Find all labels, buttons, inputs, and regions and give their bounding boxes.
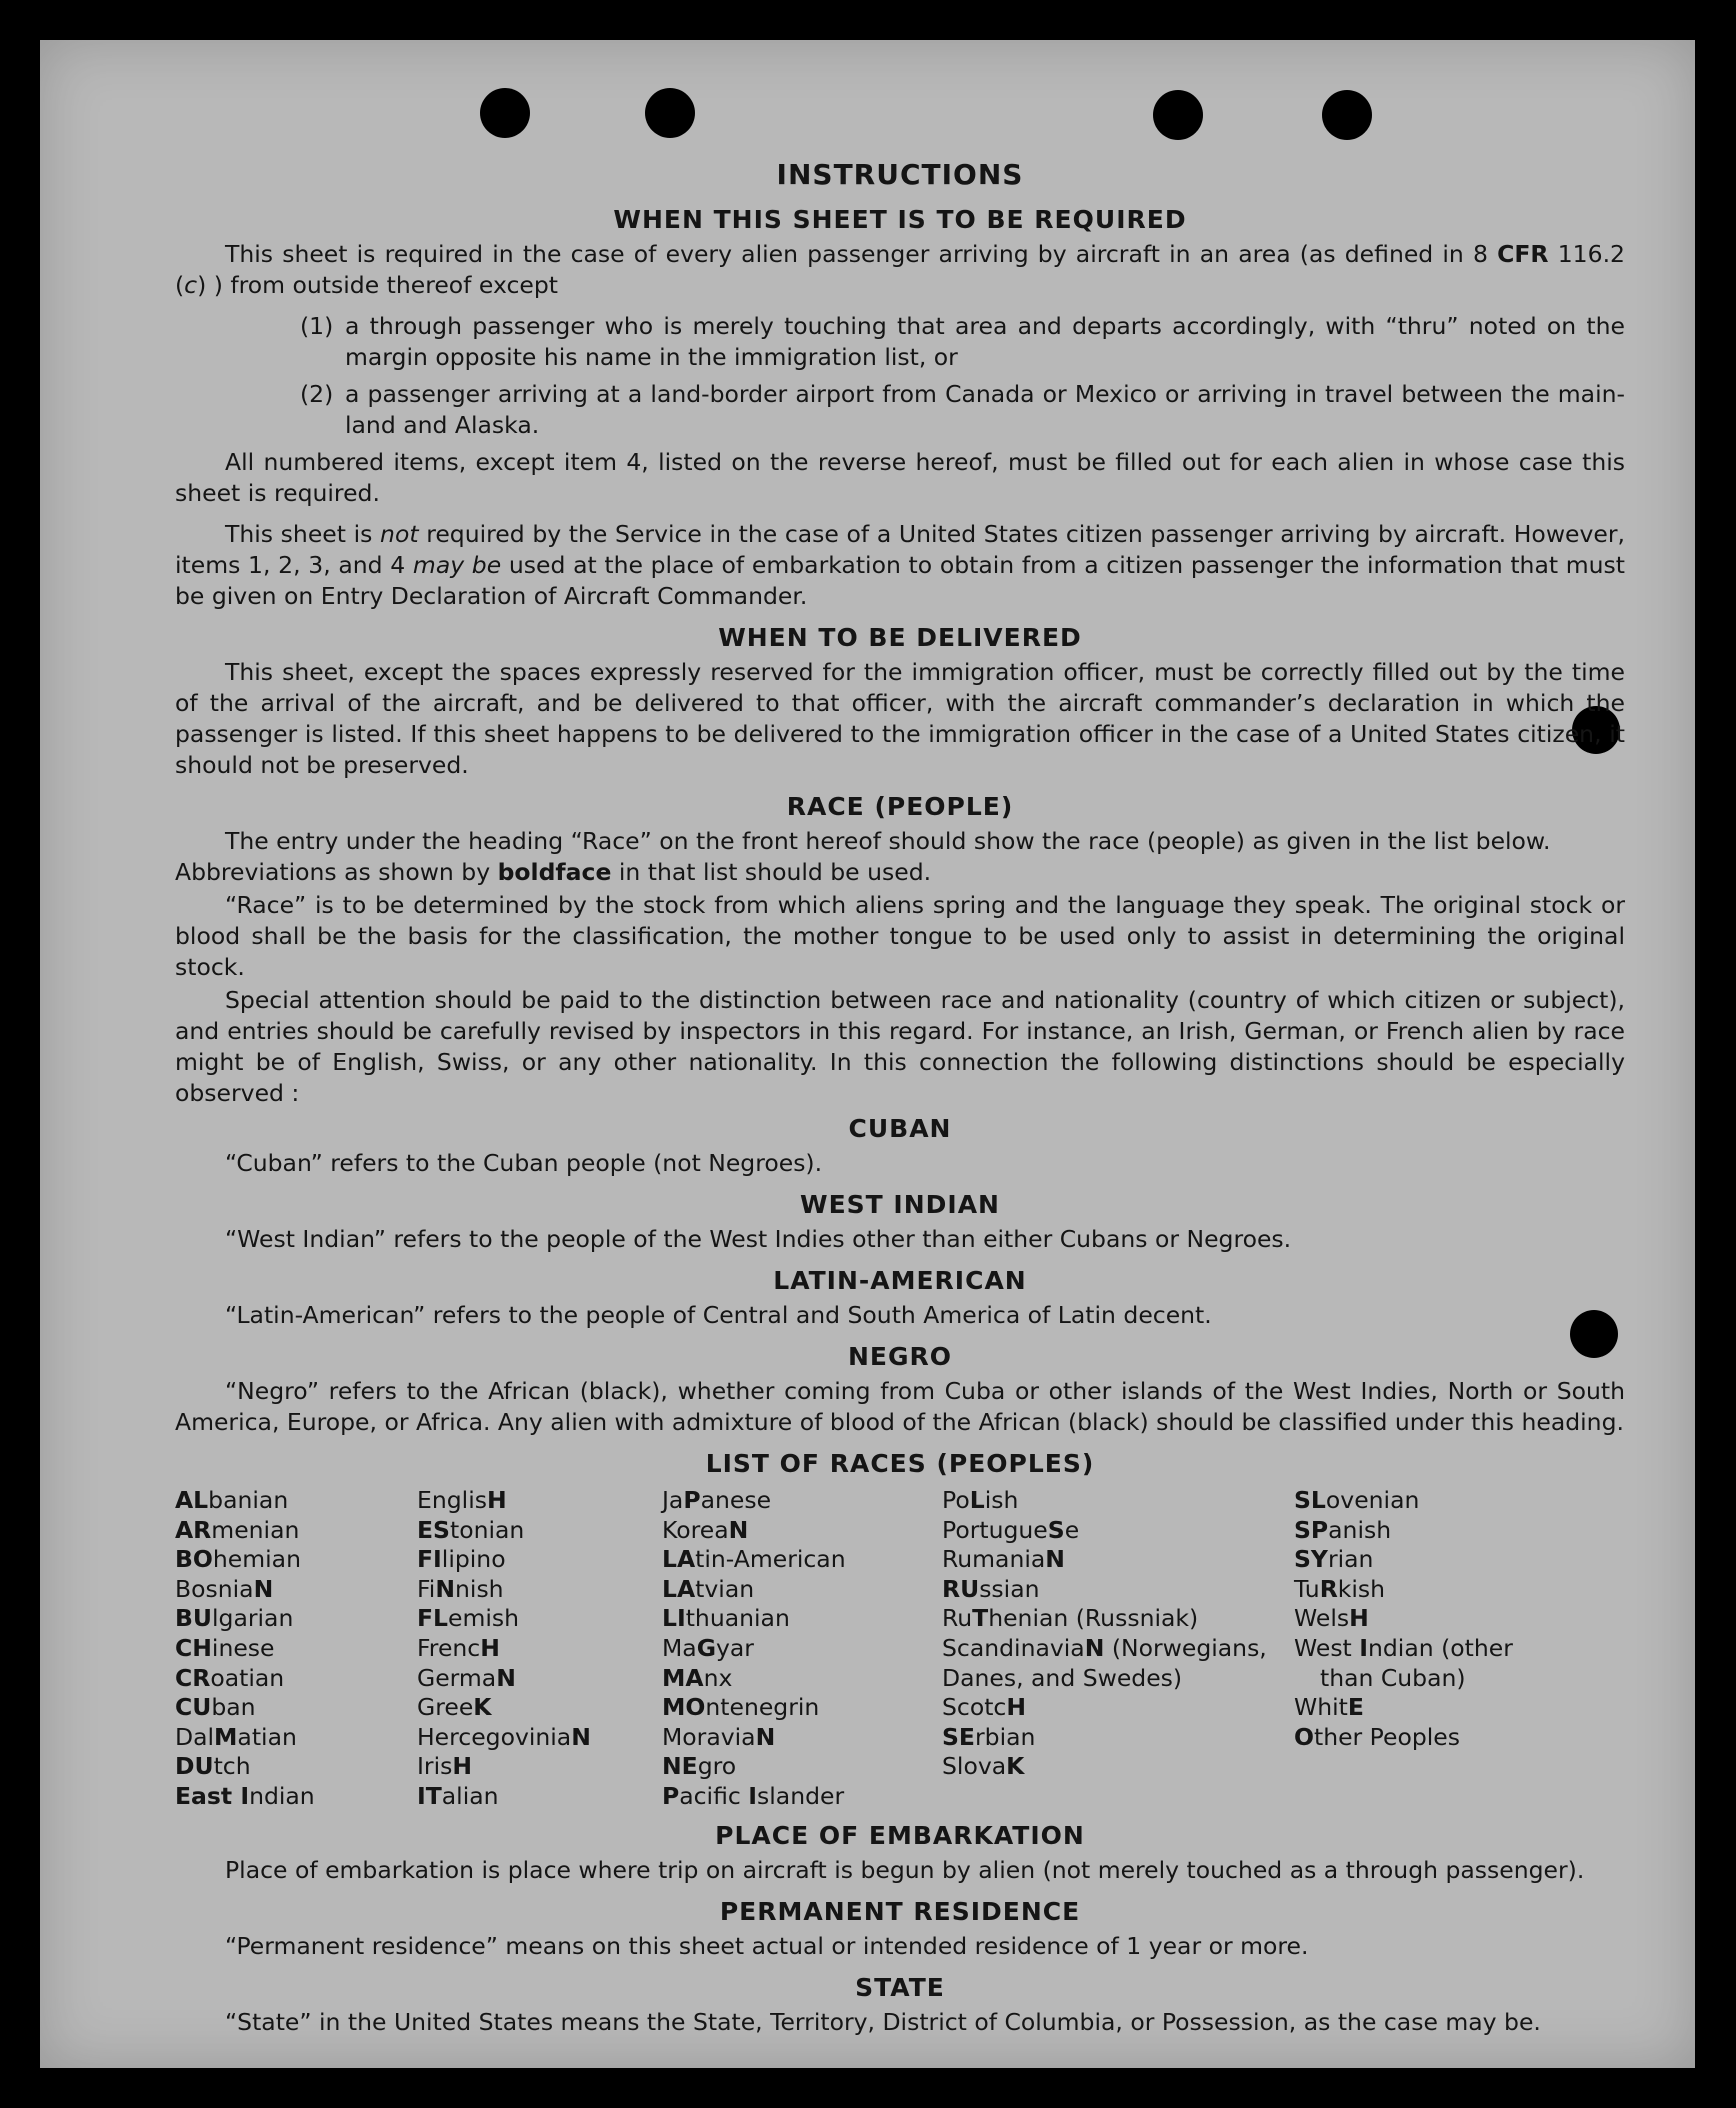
paragraph-required-intro (175, 239, 1625, 301)
race-entry: TuRkish (1294, 1574, 1386, 1603)
race-entry: ARmenian (175, 1515, 300, 1544)
document-sheet (40, 40, 1695, 2068)
races-column (942, 1486, 1294, 1812)
punch-hole (1322, 90, 1372, 140)
race-entry: EnglisH (417, 1486, 507, 1514)
text: Abbreviations as shown by (175, 858, 498, 886)
race-entry: SPanish (1294, 1515, 1392, 1544)
race-entry: Pacific Islander (662, 1781, 845, 1810)
heading-when-delivered: WHEN TO BE DELIVERED (718, 623, 1082, 652)
race-entry: SYrian (1294, 1545, 1374, 1574)
race-entry: East Indian (175, 1781, 315, 1810)
heading-state: STATE (855, 1972, 945, 2002)
race-entry: JaPanese (662, 1486, 772, 1514)
race-entry: NEgro (662, 1752, 737, 1781)
races-column (417, 1486, 662, 1812)
race-entry: RUssian (942, 1574, 1040, 1603)
race-entry: Other Peoples (1294, 1722, 1460, 1751)
paragraph-race-stock: “Race” is to be determined by the stock from which aliens spring and the language they speak. The original stock or blood shall be the basis for the classification, the mother tongue to be used only to assist in determining the original stock. (175, 891, 1625, 981)
paragraph-embarkation: Place of embarkation is place where trip on aircraft is begun by alien (not merely touched as a through passenger). (225, 1855, 1585, 1884)
race-entry: FIlipino (417, 1545, 506, 1574)
race-entry: LIthuanian (662, 1604, 790, 1633)
paragraph-citizen (175, 519, 1625, 612)
race-entry: HercegoviniaN (417, 1722, 591, 1751)
race-entry: PoLish (942, 1486, 1019, 1514)
heading-cuban: CUBAN (848, 1114, 952, 1143)
paragraph-permanent-residence: “Permanent residence” means on this sheet actual or intended residence of 1 year or more. (225, 1931, 1309, 1960)
paragraph-state: “State” in the United States means the State, Territory, District of Columbia, or Possession, as the case may be. (225, 2007, 1541, 2036)
race-entry: FLemish (417, 1604, 520, 1633)
race-entry: ITalian (417, 1781, 499, 1810)
races-column (175, 1486, 417, 1812)
race-entry: ScotcH (942, 1693, 1027, 1722)
text: not (380, 520, 419, 548)
page-title: INSTRUCTIONS (776, 158, 1024, 191)
race-entry: RumaniaN (942, 1545, 1065, 1574)
item-number: (1) (300, 312, 334, 340)
exception-item-2 (175, 379, 1625, 441)
text: This sheet is required in the case of every alien passenger arriving by aircraft in an area (as defined in 8 (225, 240, 1498, 268)
races-column (1294, 1486, 1594, 1812)
instructions-content (175, 158, 1625, 2048)
race-entry: WhitE (1294, 1693, 1364, 1722)
item-text: a through passenger who is merely touching that area and departs accordingly, with “thru” noted on the margin opposite his name in the immigration list, or (345, 312, 1625, 371)
race-entry: MOntenegrin (662, 1693, 820, 1722)
text: boldface (497, 858, 612, 886)
item-number: (2) (300, 380, 334, 408)
race-entry: BOhemian (175, 1545, 301, 1574)
race-entry: BUlgarian (175, 1604, 294, 1633)
race-entry: LAtvian (662, 1574, 755, 1603)
race-entry: BosniaN (175, 1574, 274, 1603)
text: ) ) from outside thereof except (197, 271, 558, 299)
race-entry: MAnx (662, 1663, 733, 1692)
exception-item-1 (175, 311, 1625, 373)
race-entry: FrencH (417, 1633, 500, 1662)
race-entry: DUtch (175, 1752, 251, 1781)
race-entry: ScandinaviaN (Norwegians, Danes, and Swedes) (942, 1633, 1267, 1692)
heading-when-required: WHEN THIS SHEET IS TO BE REQUIRED (613, 205, 1187, 234)
text: CFR (1497, 240, 1549, 268)
race-entry: CUban (175, 1693, 256, 1722)
race-entry: KoreaN (662, 1515, 749, 1544)
race-entry: IrisH (417, 1752, 473, 1781)
paragraph-abbreviations (175, 857, 1625, 888)
races-column (662, 1486, 942, 1812)
races-list (175, 1486, 1625, 1812)
text: may be (412, 551, 502, 579)
race-entry: LAtin-American (662, 1545, 846, 1574)
race-entry: WelsH (1294, 1604, 1369, 1633)
paragraph-cuban: “Cuban” refers to the Cuban people (not Negroes). (225, 1149, 823, 1177)
heading-permanent-residence: PERMANENT RESIDENCE (719, 1896, 1081, 1926)
text: in that list should be used. (611, 858, 932, 886)
punch-hole (480, 88, 530, 138)
text: required by the Service in the case of a United States citizen passenger arriving by aircraft. However, items 1, 2, 3, and 4 (175, 520, 1625, 579)
race-entry: SErbian (942, 1722, 1036, 1751)
race-entry: West Indian (other (1294, 1633, 1513, 1662)
heading-latin-american: LATIN-AMERICAN (773, 1266, 1027, 1295)
race-entry: RuThenian (Russniak) (942, 1604, 1199, 1633)
race-entry: PortugueSe (942, 1515, 1080, 1544)
heading-list-of-races: LIST OF RACES (PEOPLES) (705, 1449, 1095, 1478)
race-entry: GermaN (417, 1663, 516, 1692)
punch-hole (1153, 90, 1203, 140)
paragraph-negro: “Negro” refers to the African (black), whether coming from Cuba or other islands of the West Indies, North or South America, Europe, or Africa. Any alien with admixture of blood of the African (black) should be classified under this heading. (175, 1377, 1625, 1436)
paragraph-numbered-items: All numbered items, except item 4, listed on the reverse hereof, must be filled out for each alien in whose case this sheet is required. (175, 448, 1625, 507)
heading-embarkation: PLACE OF EMBARKATION (715, 1820, 1085, 1850)
paragraph-race-entry: The entry under the heading “Race” on the front hereof should show the race (people) as given in the list below. (225, 827, 1551, 855)
text: 116.2 ( (175, 240, 1625, 299)
race-entry: SlovaK (942, 1752, 1025, 1781)
race-entry: GreeK (417, 1693, 492, 1722)
punch-hole (645, 88, 695, 138)
heading-negro: NEGRO (847, 1342, 953, 1371)
race-entry: MaGyar (662, 1633, 754, 1662)
paragraph-west-indian: “West Indian” refers to the people of the West Indies other than either Cubans or Negroes. (225, 1225, 1292, 1253)
race-entry: ALbanian (175, 1486, 289, 1514)
paragraph-race-nationality: Special attention should be paid to the distinction between race and nationality (country of which citizen or subject), and entries should be carefully revised by inspectors in this regard. For instance, an Irish, German, or French alien by race might be of English, Swiss, or any other nationality. In this connection the following distinctions should be especially observed : (175, 986, 1625, 1107)
heading-west-indian: WEST INDIAN (800, 1190, 1000, 1219)
item-text: a passenger arriving at a land-border airport from Canada or Mexico or arriving in travel between the main-land and Alaska. (345, 380, 1625, 439)
race-entry: DalMatian (175, 1722, 297, 1751)
race-entry: SLovenian (1294, 1486, 1420, 1514)
heading-race: RACE (PEOPLE) (786, 792, 1014, 821)
race-entry: than Cuban) (1320, 1663, 1466, 1692)
race-entry: FiNnish (417, 1574, 504, 1603)
text: used at the place of embarkation to obtain from a citizen passenger the information that must be given on Entry Declaration of Aircraft Commander. (175, 551, 1625, 610)
text: c (184, 271, 198, 299)
race-entry: EStonian (417, 1515, 525, 1544)
paragraph-latin-american: “Latin-American” refers to the people of Central and South America of Latin decent. (225, 1301, 1212, 1329)
race-entry: CRoatian (175, 1663, 285, 1692)
text: This sheet is (225, 520, 381, 548)
race-entry: MoraviaN (662, 1722, 776, 1751)
paragraph-delivered: This sheet, except the spaces expressly reserved for the immigration officer, must be correctly filled out by the time of the arrival of the aircraft, and be delivered to that officer, with the aircraft commander’s declaration in which the passenger is listed. If this sheet happens to be delivered to the immigration officer in the case of a United States citizen, it should not be preserved. (175, 658, 1625, 779)
race-entry: CHinese (175, 1633, 275, 1662)
